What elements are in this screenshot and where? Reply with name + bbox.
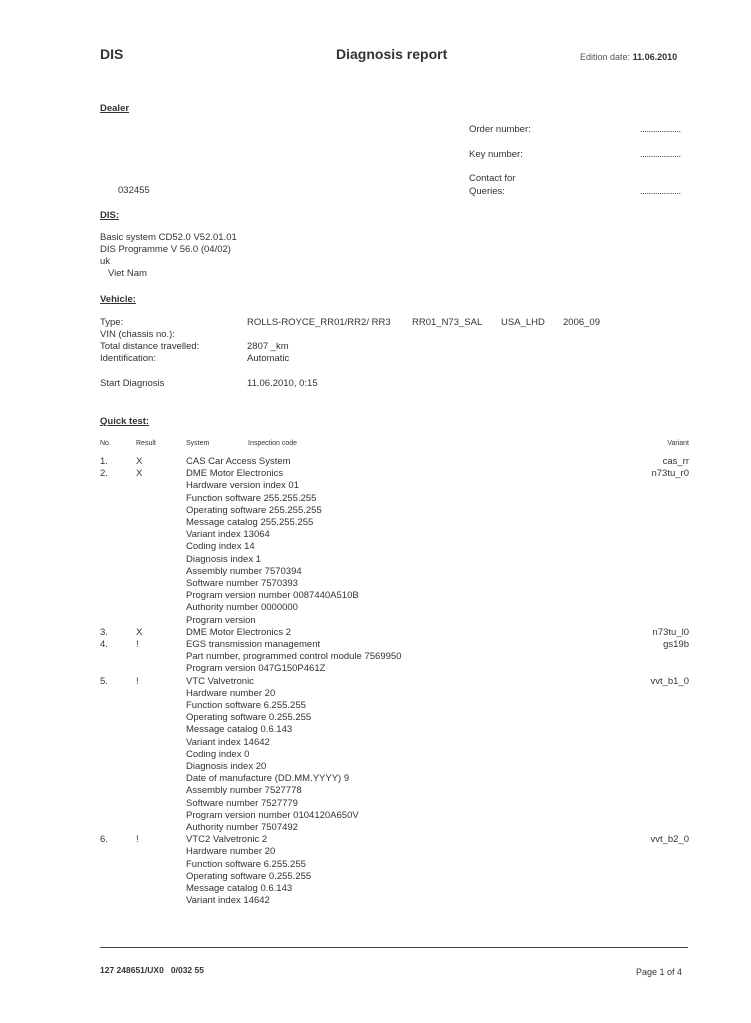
footer-divider <box>100 947 688 948</box>
key-number-value: ................... <box>640 149 681 160</box>
row-detail-line: Part number, programmed control module 7569950 <box>186 651 402 663</box>
col-result: Result <box>136 440 156 447</box>
distance-value: 2807 _km <box>247 341 289 352</box>
dis-heading: DIS: <box>100 210 119 221</box>
col-no: No. <box>100 440 111 447</box>
row-system: VTC Valvetronic <box>186 675 254 687</box>
row-system: CAS Car Access System <box>186 456 291 467</box>
col-system: System <box>186 440 210 447</box>
row-variant: gs19b <box>663 639 689 650</box>
row-number: 5. <box>100 675 108 687</box>
row-system: EGS transmission management <box>186 639 321 650</box>
distance-label: Total distance travelled: <box>100 341 200 352</box>
dis-line-4: Viet Nam <box>108 268 147 279</box>
row-result: ! <box>136 675 139 687</box>
row-detail-line: Software number 7570393 <box>186 577 298 589</box>
row-detail-line: Function software 6.255.255 <box>186 858 306 870</box>
row-detail-line: Hardware version index 01 <box>186 480 300 492</box>
edition-date <box>580 52 677 62</box>
row-number: 6. <box>100 834 108 846</box>
type-label: Type: <box>100 317 124 328</box>
dis-line-1: Basic system CD52.0 V52.01.01 <box>100 232 237 243</box>
row-detail-line: Message catalog 0.6.143 <box>186 724 293 736</box>
start-diagnosis-value: 11.06.2010, 0:15 <box>247 378 318 389</box>
contact-value: ................... <box>640 186 681 197</box>
dealer-code: 032455 <box>118 185 150 196</box>
row-detail-line: Message catalog 255.255.255 <box>186 516 314 528</box>
row-number: 3. <box>100 626 108 638</box>
app-name: DIS <box>100 46 124 62</box>
dis-line-3: uk <box>100 256 111 267</box>
row-detail-line: Program version number 0087440A510B <box>186 590 359 602</box>
row-system: VTC2 Valvetronic 2 <box>186 834 268 846</box>
col-inspection-code: Inspection code <box>248 440 298 447</box>
row-detail-line: Program version <box>186 614 256 626</box>
row-system: DME Motor Electronics 2 <box>186 626 292 638</box>
row-detail-line: Diagnosis index 1 <box>186 553 261 565</box>
contact-label-1: Contact for <box>469 173 516 184</box>
row-result: X <box>136 626 143 638</box>
edition-label: Edition date: <box>580 52 631 62</box>
report-title: Diagnosis report <box>336 46 448 62</box>
row-detail-line: Variant index 14642 <box>186 895 270 907</box>
row-detail-line: Function software 6.255.255 <box>186 699 306 711</box>
row-variant: n73tu_l0 <box>652 626 689 638</box>
order-number-value: ................... <box>640 124 681 135</box>
row-result: X <box>136 456 143 467</box>
type-value-market: USA_LHD <box>501 317 545 328</box>
type-value-model: ROLLS-ROYCE_RR01/RR2/ RR3 <box>247 317 391 328</box>
page-number: Page 1 of 4 <box>636 967 683 977</box>
row-detail-line: Coding index 0 <box>186 748 250 760</box>
row-result: ! <box>136 834 139 846</box>
quick-test-heading: Quick test: <box>100 416 150 427</box>
footer-reference: 127 248651/UX0 0/032 55 <box>100 965 204 975</box>
row-variant: cas_rr <box>662 456 689 467</box>
row-detail-line: Hardware number 20 <box>186 687 276 699</box>
row-detail-line: Variant index 13064 <box>186 529 270 541</box>
vehicle-heading: Vehicle: <box>100 294 136 305</box>
row-detail-line: Variant index 14642 <box>186 736 270 748</box>
start-diagnosis-label: Start Diagnosis <box>100 378 165 389</box>
row-detail-line: Operating software 0.255.255 <box>186 712 312 724</box>
order-number-label: Order number: <box>469 124 531 135</box>
row-detail-line: Authority number 7507492 <box>186 821 298 833</box>
col-variant: Variant <box>667 440 689 447</box>
row-detail-line: Message catalog 0.6.143 <box>186 882 293 894</box>
row-result: X <box>136 468 143 480</box>
row-number: 4. <box>100 639 108 650</box>
row-detail-line: Program version 047G150P461Z <box>186 663 326 675</box>
row-detail-line: Software number 7527779 <box>186 797 298 809</box>
row-result: ! <box>136 639 139 650</box>
row-detail-line: Hardware number 20 <box>186 846 276 858</box>
row-number: 2. <box>100 468 108 480</box>
row-variant: vvt_b2_0 <box>650 834 689 846</box>
type-value-engine: RR01_N73_SAL <box>412 317 483 328</box>
row-variant: vvt_b1_0 <box>650 675 689 687</box>
row-detail-line: Authority number 0000000 <box>186 602 298 614</box>
row-detail-line: Coding index 14 <box>186 541 255 553</box>
dealer-heading: Dealer <box>100 103 130 114</box>
type-value-date: 2006_09 <box>563 317 600 328</box>
key-number-label: Key number: <box>469 149 523 160</box>
row-detail-line: Operating software 0.255.255 <box>186 870 312 882</box>
row-number: 1. <box>100 456 108 467</box>
row-detail-line: Program version number 0104120A650V <box>186 809 359 821</box>
row-detail-line: Function software 255.255.255 <box>186 492 317 504</box>
identification-label: Identification: <box>100 353 156 364</box>
identification-value: Automatic <box>247 353 290 364</box>
row-system: DME Motor Electronics <box>186 468 284 480</box>
row-detail-line: Assembly number 7570394 <box>186 565 302 577</box>
row-detail-line: Date of manufacture (DD.MM.YYYY) 9 <box>186 773 350 785</box>
contact-label-2: Queries: <box>469 186 505 197</box>
vin-label: VIN (chassis no.): <box>100 329 175 340</box>
row-detail-line: Diagnosis index 20 <box>186 760 267 772</box>
dis-line-2: DIS Programme V 56.0 (04/02) <box>100 244 231 255</box>
edition-date-value: 11.06.2010 <box>632 52 678 62</box>
row-detail-line: Operating software 255.255.255 <box>186 504 322 516</box>
row-variant: n73tu_r0 <box>651 468 689 480</box>
row-detail-line: Assembly number 7527778 <box>186 785 302 797</box>
